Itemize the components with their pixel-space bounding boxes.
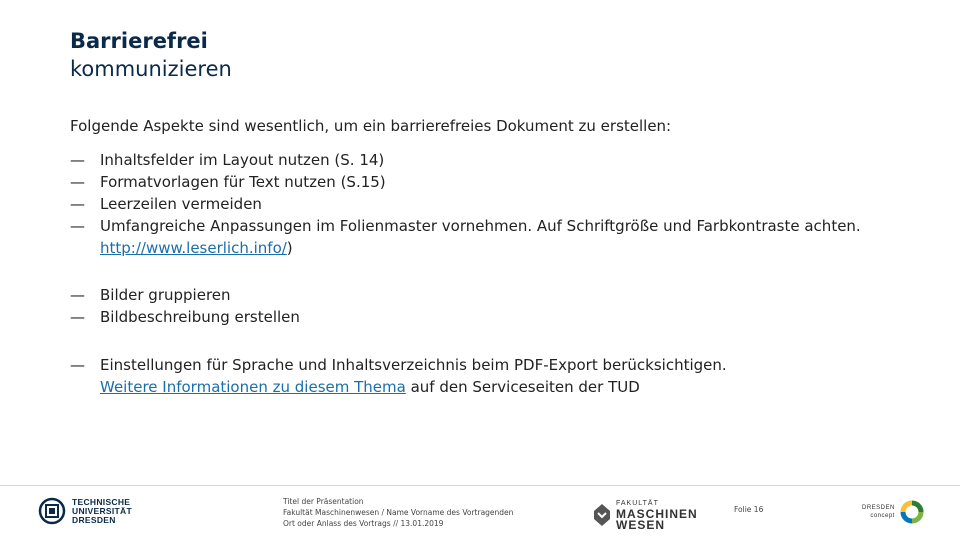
- aspects-list-2: [70, 284, 300, 328]
- faculty-line-1: MASCHINEN: [616, 507, 698, 521]
- tud-line-1: TECHNISCHE: [72, 496, 131, 507]
- dresden-concept-icon: [899, 499, 925, 525]
- list-item-text: Inhaltsfelder im Layout nutzen (S. 14): [100, 151, 385, 169]
- tud-logo: [38, 497, 132, 525]
- aspects-list-3: [70, 354, 727, 398]
- list-item-text: Einstellungen für Sprache und Inhaltsverzeichnis beim PDF-Export berücksichtigen.: [100, 356, 727, 374]
- presenter-line: Fakultät Maschinenwesen / Name Vorname des Vortragenden: [283, 508, 514, 517]
- presentation-title: Titel der Präsentation: [283, 497, 364, 506]
- list-item-text: Bildbeschreibung erstellen: [100, 308, 300, 326]
- aspects-list-1: [70, 149, 861, 259]
- list-item: [70, 306, 300, 328]
- dresden-concept-logo: [862, 499, 925, 525]
- slide-title: [70, 27, 232, 83]
- list-item: [70, 354, 727, 398]
- list-item: [70, 171, 861, 193]
- venue-date-line: Ort oder Anlass des Vortrags // 13.01.2019: [283, 519, 444, 528]
- dash-bullet: —: [70, 286, 85, 304]
- tud-line-2: UNIVERSITÄT: [72, 505, 132, 516]
- list-item-text: Umfangreiche Anpassungen im Folienmaster vornehmen. Auf Schriftgröße und Farbkontraste achten.: [100, 217, 861, 235]
- list-item-suffix: ): [286, 239, 293, 257]
- dash-bullet: —: [70, 308, 85, 326]
- title-line-2: kommunizieren: [70, 57, 232, 81]
- leserlich-link[interactable]: http://www.leserlich.info/: [100, 239, 287, 257]
- faculty-small-label: FAKULTÄT: [616, 500, 659, 507]
- faculty-emblem-icon: [592, 502, 612, 528]
- dd-line-1: DRESDEN: [862, 505, 895, 511]
- dd-line-2: concept: [870, 513, 895, 519]
- list-item-text: Bilder gruppieren: [100, 286, 231, 304]
- list-item-text: Leerzeilen vermeiden: [100, 195, 262, 213]
- dresden-concept-wordmark: [862, 504, 895, 520]
- dash-bullet: —: [70, 151, 85, 169]
- footer-divider: [0, 485, 960, 486]
- dash-bullet: —: [70, 173, 85, 191]
- slide-number: Folie 16: [734, 505, 764, 514]
- list-item-suffix: auf den Serviceseiten der TUD: [405, 378, 640, 396]
- tud-line-3: DRESDEN: [72, 514, 116, 525]
- dash-bullet: —: [70, 356, 85, 374]
- faculty-logo: [592, 498, 698, 531]
- list-item: [70, 149, 861, 171]
- list-item: [70, 215, 861, 259]
- tud-emblem-icon: [38, 497, 66, 525]
- list-item-text: Formatvorlagen für Text nutzen (S.15): [100, 173, 386, 191]
- dash-bullet: —: [70, 195, 85, 213]
- tud-wordmark: [72, 498, 132, 525]
- dash-bullet: —: [70, 217, 85, 235]
- faculty-line-2: WESEN: [616, 518, 666, 532]
- title-line-1: Barrierefrei: [70, 29, 208, 53]
- list-item: [70, 193, 861, 215]
- list-item: [70, 284, 300, 306]
- faculty-wordmark: [616, 498, 698, 531]
- intro-text: Folgende Aspekte sind wesentlich, um ein barrierefreies Dokument zu erstellen:: [70, 117, 672, 135]
- more-info-link[interactable]: Weitere Informationen zu diesem Thema: [100, 378, 406, 396]
- footer-info: [283, 496, 513, 529]
